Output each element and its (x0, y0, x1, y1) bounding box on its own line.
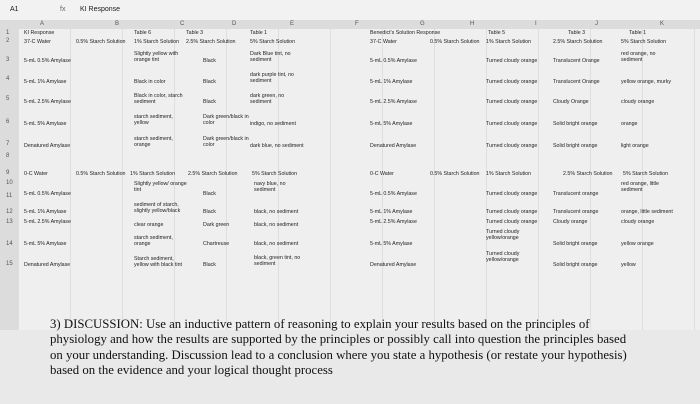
sheet-cell[interactable]: 5-mL 5% Amylase (24, 121, 67, 127)
sheet-cell[interactable]: 5% Starch Solution (623, 171, 669, 177)
sheet-cell[interactable]: Dark green/black in color (203, 136, 249, 149)
row-header[interactable]: 9 (6, 170, 10, 176)
sheet-cell[interactable]: Translucent orange (553, 191, 599, 197)
sheet-cell[interactable]: Solid bright orange (553, 121, 598, 127)
column-header[interactable]: C (180, 21, 185, 27)
sheet-cell[interactable]: 5-mL 5% Amylase (24, 241, 67, 247)
sheet-cell[interactable]: 37-C Water (24, 39, 51, 45)
sheet-cell[interactable]: Table 1 (250, 30, 268, 36)
row-header[interactable]: 11 (6, 193, 13, 199)
column-header[interactable]: I (535, 21, 537, 27)
sheet-cell[interactable]: 5-mL 2.5% Amylase (370, 219, 417, 225)
sheet-cell[interactable]: Translucent Orange (553, 58, 600, 64)
sheet-cell[interactable]: dark blue, no sediment (250, 143, 304, 149)
sheet-cell[interactable]: black, no sediment (254, 209, 299, 215)
row-header[interactable]: 5 (6, 96, 10, 102)
sheet-cell[interactable]: 5-mL 0.5% Amylase (370, 58, 417, 64)
sheet-cell[interactable]: 5-mL 2.5% Amylase (24, 99, 71, 105)
sheet-cell[interactable]: Table 6 (134, 30, 152, 36)
sheet-cell[interactable]: Black in color (134, 79, 166, 85)
sheet-cell[interactable]: 0-C Water (24, 171, 48, 177)
sheet-cell[interactable]: orange, little sediment (621, 209, 673, 215)
sheet-cell[interactable]: yellow (621, 262, 636, 268)
row-header[interactable]: 4 (6, 76, 10, 82)
sheet-cell[interactable]: Table 3 (568, 30, 586, 36)
discussion-question (50, 317, 640, 378)
sheet-cell[interactable]: 5-mL 2.5% Amylase (370, 99, 417, 105)
sheet-cell[interactable]: 5% Starch Solution (621, 39, 667, 45)
sheet-cell[interactable]: Dark green/black in color (203, 114, 249, 127)
sheet-cell[interactable]: dark green, no sediment (250, 93, 285, 106)
sheet-cell[interactable]: navy blue, no sediment (254, 181, 286, 194)
row-header[interactable]: 8 (6, 153, 10, 159)
column-header[interactable]: G (420, 21, 425, 27)
row-header[interactable]: 14 (6, 241, 13, 247)
sheet-cell[interactable]: Dark Blue tint, no sediment (250, 51, 291, 64)
sheet-cell[interactable]: 2.5% Starch Solution (553, 39, 603, 45)
sheet-cell[interactable]: 5% Starch Solution (250, 39, 296, 45)
column-header[interactable]: K (660, 21, 665, 27)
sheet-cell[interactable]: Black (203, 262, 216, 268)
column-header[interactable]: D (232, 21, 237, 27)
sheet-cell[interactable]: Turned cloudy orange (486, 58, 538, 64)
sheet-cell[interactable]: KI Response (24, 30, 55, 36)
row-header[interactable]: 12 (6, 209, 13, 215)
fx-icon: fx (60, 6, 66, 13)
sheet-cell[interactable]: Black in color, starch sediment (134, 93, 183, 106)
sheet-cell[interactable]: 5-mL 5% Amylase (370, 121, 413, 127)
sheet-cell[interactable]: starch sediment, orange (134, 136, 173, 149)
sheet-cell[interactable]: Black (203, 58, 216, 64)
sheet-cell[interactable]: Dark green (203, 222, 230, 228)
sheet-cell[interactable]: Slightly yellow with orange tint (134, 51, 179, 64)
sheet-cell[interactable]: 0.5% Starch Solution (430, 39, 480, 45)
formula-bar[interactable] (0, 0, 700, 21)
sheet-cell[interactable]: Denatured Amylase (24, 262, 71, 268)
sheet-cell[interactable]: 2.5% Starch Solution (563, 171, 613, 177)
sheet-cell[interactable]: Turned cloudy orange (486, 219, 538, 225)
sheet-cell[interactable]: black, no sediment (254, 222, 299, 228)
sheet-cell[interactable]: yellow orange (621, 241, 654, 247)
sheet-cell[interactable]: orange (621, 121, 638, 127)
sheet-cell[interactable]: 0-C Water (370, 171, 394, 177)
sheet-cell[interactable]: red orange, no sediment (621, 51, 656, 64)
cell-reference: A1 (10, 6, 19, 13)
sheet-cell[interactable]: 5-mL 1% Amylase (370, 209, 413, 215)
sheet-cell[interactable]: 5-mL 1% Amylase (24, 209, 67, 215)
sheet-cell[interactable]: Starch sediment, yellow with black tint (134, 256, 182, 269)
sheet-cell[interactable]: dark purple tint, no sediment (250, 72, 294, 85)
sheet-cell[interactable]: 1% Starch Solution (134, 39, 180, 45)
sheet-cell[interactable]: 5-mL 0.5% Amylase (370, 191, 417, 197)
sheet-cell[interactable]: Solid bright orange (553, 262, 598, 268)
row-header[interactable]: 6 (6, 119, 10, 125)
column-header[interactable]: E (290, 21, 295, 27)
sheet-cell[interactable]: Black (203, 191, 216, 197)
sheet-cell[interactable]: red orange, little sediment (621, 181, 659, 194)
sheet-cell[interactable]: 1% Starch Solution (130, 171, 176, 177)
sheet-cell[interactable]: Black (203, 79, 216, 85)
sheet-cell[interactable]: clear orange (134, 222, 164, 228)
sheet-cell[interactable]: Turned cloudy yellow/orange (486, 229, 520, 242)
sheet-cell[interactable]: light orange (621, 143, 649, 149)
sheet-cell[interactable]: Solid bright orange (553, 143, 598, 149)
row-header[interactable]: 7 (6, 141, 10, 147)
formula-content[interactable]: KI Response (80, 6, 121, 13)
sheet-cell[interactable]: 0.5% Starch Solution (76, 39, 126, 45)
sheet-cell[interactable]: Translucent Orange (553, 79, 600, 85)
sheet-cell[interactable]: 5-mL 0.5% Amylase (24, 58, 71, 64)
sheet-cell[interactable]: Slightly yellow/ orange tint (134, 181, 187, 194)
sheet-cell[interactable]: Black (203, 99, 216, 105)
row-header[interactable]: 1 (6, 30, 10, 36)
column-header[interactable]: F (355, 21, 359, 27)
sheet-cell[interactable]: Denatured Amylase (370, 262, 417, 268)
sheet-cell[interactable]: Black (203, 209, 216, 215)
sheet-cell[interactable]: Chartreuse (203, 241, 230, 247)
sheet-cell[interactable]: Turned cloudy orange (486, 79, 538, 85)
sheet-cell[interactable]: 5-mL 2.5% Amylase (24, 219, 71, 225)
row-header[interactable]: 15 (6, 261, 13, 267)
sheet-cell[interactable]: Table 5 (488, 30, 506, 36)
sheet-cell[interactable]: Turned cloudy orange (486, 209, 538, 215)
sheet-cell[interactable]: black, no sediment (254, 241, 299, 247)
sheet-cell[interactable]: cloudy orange (621, 99, 655, 105)
sheet-cell[interactable]: 0.5% Starch Solution (430, 171, 480, 177)
sheet-cell[interactable]: Table 1 (629, 30, 647, 36)
column-header[interactable]: A (40, 21, 45, 27)
question-text: DISCUSSION: Use an inductive pattern of reasoning to explain your results based on the principles of physiology and how the results are supported by the principles or possibly call into question the principles based on your understanding. Discussion lead to a conclusion where you state a hypothesis (or restate your hypothesis) based on the evidence and your logical thought process (50, 317, 627, 377)
sheet-cell[interactable]: Turned cloudy orange (486, 143, 538, 149)
sheet-cell[interactable]: Turned cloudy orange (486, 191, 538, 197)
sheet-cell[interactable]: sediment of starch, slightly yellow/black (134, 202, 181, 215)
sheet-cell[interactable]: cloudy orange (621, 219, 655, 225)
sheet-cell[interactable]: 2.5% Starch Solution (188, 171, 238, 177)
row-headers (0, 29, 19, 330)
sheet-cell[interactable]: Denatured Amylase (24, 143, 71, 149)
column-header[interactable]: H (470, 21, 475, 27)
sheet-cell[interactable]: Turned cloudy orange (486, 121, 538, 127)
row-header[interactable]: 3 (6, 57, 10, 63)
sheet-cell[interactable]: Cloudy Orange (553, 99, 589, 105)
row-header[interactable]: 2 (6, 38, 10, 44)
sheet-cell[interactable]: 5% Starch Solution (252, 171, 298, 177)
sheet-cell[interactable]: Translucent orange (553, 209, 599, 215)
sheet-cell[interactable]: Turned cloudy yellow/orange (486, 251, 520, 264)
sheet-cell[interactable]: 5-mL 1% Amylase (24, 79, 67, 85)
sheet-cell[interactable]: 1% Starch Solution (486, 171, 532, 177)
sheet-cell[interactable]: indigo, no sediment (250, 121, 296, 127)
sheet-cell[interactable]: 5-mL 0.5% Amylase (24, 191, 71, 197)
sheet-cell[interactable]: Solid bright orange (553, 241, 598, 247)
sheet-cell[interactable]: 0.5% Starch Solution (76, 171, 126, 177)
sheet-cell[interactable]: black, green tint, no sediment (254, 255, 301, 268)
sheet-cell[interactable]: Cloudy orange (553, 219, 588, 225)
sheet-cell[interactable]: starch sediment, orange (134, 235, 173, 248)
row-header[interactable]: 10 (6, 180, 13, 186)
sheet-cell[interactable]: Benedict's Solution Response (370, 30, 441, 36)
sheet-cell[interactable]: Turned cloudy orange (486, 99, 538, 105)
column-header[interactable]: B (115, 21, 120, 27)
sheet-cell[interactable]: Table 3 (186, 30, 204, 36)
sheet-cell[interactable]: 5-mL 5% Amylase (370, 241, 413, 247)
row-header[interactable]: 13 (6, 219, 13, 225)
sheet-cell[interactable]: starch sediment, yellow (134, 114, 173, 127)
sheet-cell[interactable]: 5-mL 1% Amylase (370, 79, 413, 85)
question-number: 3) (50, 317, 61, 331)
sheet-cell[interactable]: 1% Starch Solution (486, 39, 532, 45)
column-header[interactable]: J (595, 21, 598, 27)
spreadsheet-grid[interactable] (18, 29, 700, 330)
sheet-cell[interactable]: Denatured Amylase (370, 143, 417, 149)
sheet-cell[interactable]: 37-C Water (370, 39, 397, 45)
sheet-cell[interactable]: 2.5% Starch Solution (186, 39, 236, 45)
sheet-cell[interactable]: yellow orange, murky (621, 79, 672, 85)
